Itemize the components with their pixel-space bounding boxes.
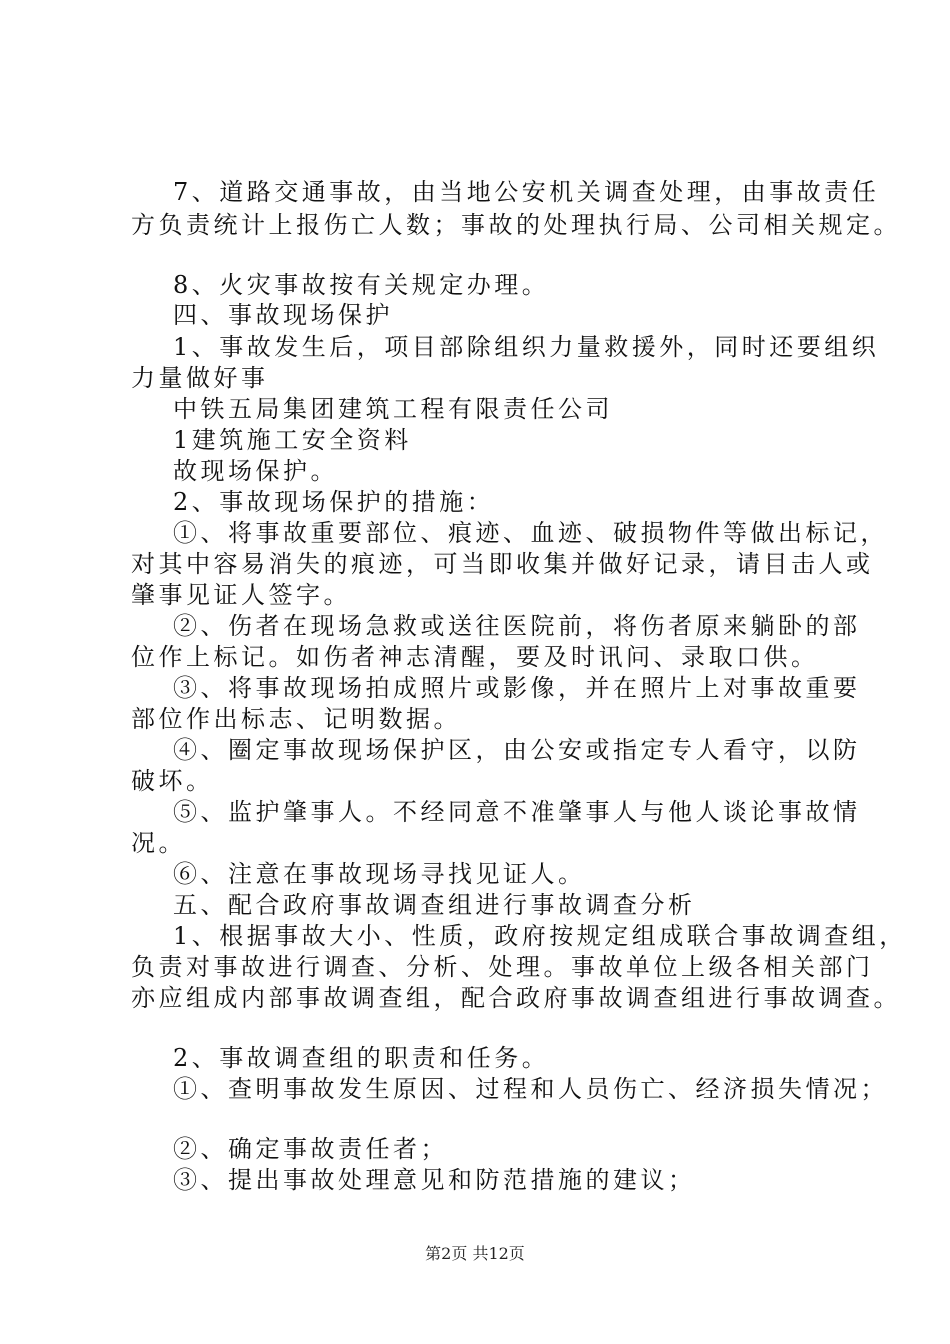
paragraph-line: ③、将事故现场拍成照片或影像，并在照片上对事故重要 xyxy=(173,674,861,702)
paragraph-line: 破坏。 xyxy=(131,767,214,795)
paragraph-line: ②、确定事故责任者； xyxy=(173,1135,448,1163)
company-header-text: 中铁五局集团建筑工程有限责任公司 xyxy=(173,395,613,423)
paragraph-line: ①、查明事故发生原因、过程和人员伤亡、经济损失情况； xyxy=(173,1075,888,1103)
paragraph-line: ⑤、监护肇事人。不经同意不准肇事人与他人谈论事故情 xyxy=(173,798,861,826)
paragraph-line: 位作上标记。如伤者神志清醒，要及时讯问、录取口供。 xyxy=(131,643,819,671)
paragraph-line: 亦应组成内部事故调查组，配合政府事故调查组进行事故调查。 xyxy=(131,984,901,1012)
paragraph-line: 况。 xyxy=(131,829,186,857)
paragraph-line: ⑥、注意在事故现场寻找见证人。 xyxy=(173,860,586,888)
section-heading: 五、配合政府事故调查组进行事故调查分析 xyxy=(173,891,696,919)
paragraph-line: 力量做好事 xyxy=(131,364,269,392)
paragraph-line: 1、根据事故大小、性质，政府按规定组成联合事故调查组， xyxy=(173,922,907,950)
paragraph-line: ③、提出事故处理意见和防范措施的建议； xyxy=(173,1166,696,1194)
paragraph-line: 8、火灾事故按有关规定办理。 xyxy=(173,271,550,299)
paragraph-line: 7、道路交通事故，由当地公安机关调查处理，由事故责任 xyxy=(173,178,880,206)
paragraph-line: ①、将事故重要部位、痕迹、血迹、破损物件等做出标记， xyxy=(173,519,888,547)
document-header-text: 1建筑施工安全资料 xyxy=(173,426,412,454)
page-number-footer: 第2页 共12页 xyxy=(425,1244,525,1263)
paragraph-line: ④、圈定事故现场保护区，由公安或指定专人看守，以防 xyxy=(173,736,861,764)
paragraph-line: 故现场保护。 xyxy=(173,457,338,485)
paragraph-line: 部位作出标志、记明数据。 xyxy=(131,705,461,733)
paragraph-line: 负责对事故进行调查、分析、处理。事故单位上级各相关部门 xyxy=(131,953,874,981)
paragraph-line: 肇事见证人签字。 xyxy=(131,581,351,609)
section-heading: 四、事故现场保护 xyxy=(173,301,393,329)
paragraph-line: 1、事故发生后，项目部除组织力量救援外，同时还要组织 xyxy=(173,333,880,361)
paragraph-line: ②、伤者在现场急救或送往医院前，将伤者原来躺卧的部 xyxy=(173,612,861,640)
paragraph-line: 2、事故调查组的职责和任务。 xyxy=(173,1044,550,1072)
paragraph-line: 2、事故现场保护的措施： xyxy=(173,488,495,516)
paragraph-line: 对其中容易消失的痕迹，可当即收集并做好记录，请目击人或 xyxy=(131,550,874,578)
paragraph-line: 方负责统计上报伤亡人数；事故的处理执行局、公司相关规定。 xyxy=(131,211,901,239)
